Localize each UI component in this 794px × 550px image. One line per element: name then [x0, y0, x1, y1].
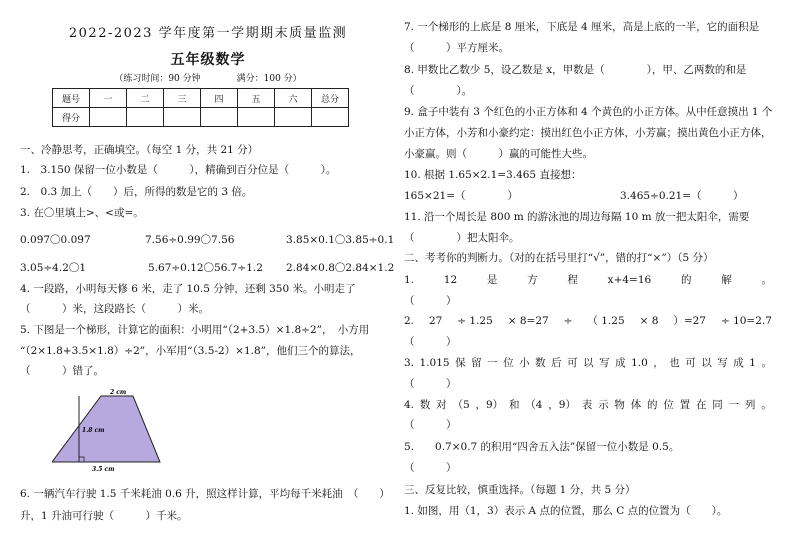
judge-3	[404, 357, 772, 370]
judge-4-answer: （ ）	[404, 419, 457, 431]
judge-token: 数	[419, 399, 431, 411]
question-10-item: 165×21=（ ）	[404, 190, 518, 202]
judge-token: × 8=27	[507, 315, 549, 327]
table-cell: 二	[127, 89, 164, 108]
score-table	[52, 88, 349, 127]
judge-token: 示	[598, 399, 609, 411]
judge-token: ，	[653, 357, 664, 369]
judge-token: 3.	[404, 357, 415, 369]
question-9-line-3: 小豪赢。则（ ）赢的可能性大些。	[404, 148, 593, 160]
judge-2-answer: （ ）	[404, 336, 457, 348]
table-cell: 四	[201, 89, 238, 108]
question-4-line-1: 4. 一段路，小明每天修 6 米，走了 10.5 分钟，还剩 350 米。小明走了	[20, 283, 356, 295]
top-base-label: 2 cm	[110, 389, 127, 396]
judge-token: 表	[581, 399, 593, 411]
judge-5-answer: （ ）	[404, 462, 457, 474]
judge-token: 2.	[404, 315, 415, 327]
score-cell[interactable]	[164, 108, 201, 127]
question-4-line-2: （ ）米，这段路长（ ）米。	[20, 303, 209, 315]
table-cell: 题号	[53, 89, 90, 108]
judge-token: 4.	[404, 399, 415, 411]
judge-token: 写	[717, 357, 728, 369]
judge-token: 以	[701, 357, 712, 369]
table-cell: 得分	[53, 108, 90, 127]
judge-token: 1.015	[419, 357, 450, 369]
question-6-line-1: 6. 一辆汽车行驶 1.5 千米耗油 0.6 升，照这样计算，平均每千米耗油 （ ）	[20, 488, 390, 500]
judge-token: 留	[471, 357, 482, 369]
judge-token: 和	[508, 399, 520, 411]
judge-token: ，9）	[548, 399, 576, 411]
question-10-item: 3.465÷0.21=（ ）	[620, 190, 744, 202]
judge-token: 同	[712, 399, 723, 411]
question-10: 10. 根据 1.65×2.1=3.465 直接想：	[404, 169, 582, 181]
judge-token: 。	[761, 274, 772, 286]
question-7-line-1: 7. 一个梯形的上底是 8 厘米，下底是 4 厘米，高是上底的一半，它的面积是	[404, 21, 760, 33]
judge-token: 列	[744, 399, 756, 411]
judge-token: 1.	[404, 274, 415, 286]
judge-token: ）=27	[673, 315, 706, 327]
table-cell: 六	[275, 89, 312, 108]
judge-token: ÷ 1.25	[457, 315, 493, 327]
judge-token: 27	[428, 315, 443, 327]
exam-title: 2022-2023 学年度第一学期期末质量监测	[68, 26, 348, 41]
compare-item: 2.84×0.8〇2.84×1.2	[286, 262, 395, 274]
table-cell: 总分	[312, 89, 349, 108]
judge-token: 体	[630, 399, 642, 411]
score-cell[interactable]	[127, 108, 164, 127]
judge-5: 5. 0.7×0.7 的积用“四舍五入法”保留一位小数是 0.5。	[404, 441, 680, 453]
judge-token: × 8	[639, 315, 659, 327]
judge-token: 程	[567, 274, 578, 286]
height-label: 1.8 cm	[82, 427, 105, 434]
judge-token: 后	[551, 357, 562, 369]
judge-token: 成	[615, 357, 626, 369]
judge-1	[404, 274, 772, 287]
judge-token: 保	[455, 357, 466, 369]
question-6-line-2: 升，1 升油可行驶（ ）千米。	[20, 510, 188, 522]
score-cell[interactable]	[275, 108, 312, 127]
question-8-line-2: （ ）。	[404, 85, 473, 97]
compare-item: 7.56÷0.99〇7.56	[145, 234, 235, 246]
trapezoid-shape	[52, 396, 160, 462]
judge-token: 可	[567, 357, 578, 369]
bottom-base-label: 3.5 cm	[92, 466, 115, 473]
judge-token: 小	[519, 357, 530, 369]
judge-2	[404, 315, 772, 328]
compare-item: 3.05÷4.2〇1	[20, 262, 87, 274]
section-2-heading: 二、考考你的判断力。（对的在括号里打“√”，错的打“×”）（5 分）	[404, 252, 714, 264]
table-cell: 一	[90, 89, 127, 108]
judge-token: ÷	[563, 315, 573, 327]
table-cell: 五	[238, 89, 275, 108]
judge-token: 的	[647, 399, 658, 411]
trapezoid-figure	[52, 388, 182, 478]
judge-token: 一	[487, 357, 498, 369]
question-5-line-2: “（2×1.8+3.5×1.8）÷2”，小军用“（3.5-2）×1.8”，他们三个的算法，	[20, 345, 361, 357]
compare-item: 0.09̇7̇〇0.09̇7̇	[20, 234, 91, 246]
judge-token: 。	[761, 357, 772, 369]
score-cell[interactable]	[238, 108, 275, 127]
score-cell[interactable]	[312, 108, 349, 127]
judge-token: 。	[761, 399, 772, 411]
judge-token: ÷ 10=2.7	[720, 315, 772, 327]
question-11-line-1: 11. 沿一个周长是 800 m 的游泳池的周边每隔 10 m 放一把太阳伞，需要	[404, 211, 750, 223]
judge-token: 的	[680, 274, 692, 286]
section-1-heading: 一、冷静思考，正确填空。（每空 1 分，共 21 分）	[20, 144, 259, 156]
score-table-score-row	[53, 108, 349, 127]
judge-4	[404, 399, 772, 412]
compare-item: 5.67÷0.12〇56.7÷1.2	[148, 262, 263, 274]
question-5-line-1: 5. 下图是一个梯形，计算它的面积：小明用“（2+3.5）×1.8÷2”， 小方用	[20, 324, 370, 336]
question-9-line-1: 9. 盒子中装有 3 个红色的小正方体和 4 个黄色的小正方体。从中任意摸出 1 个	[404, 106, 773, 118]
judge-token: 数	[535, 357, 546, 369]
judge-token: 1	[749, 357, 756, 369]
judge-token: 方	[527, 274, 538, 286]
judge-token: 也	[669, 357, 680, 369]
judge-token: 解	[721, 274, 732, 286]
judge-token: ，9）	[475, 399, 504, 411]
question-9-line-2: 小正方体，小芳和小豪约定：摸出红色小正方体，小芳赢；摸出黄色小正方体，	[404, 127, 772, 139]
judge-token: 以	[583, 357, 594, 369]
judge-token: 在	[695, 399, 707, 411]
judge-token: （5	[452, 399, 470, 411]
judge-3-answer: （ ）	[404, 378, 457, 390]
table-cell: 三	[164, 89, 201, 108]
exam-info: （练习时间：90 分钟 满分：100 分）	[114, 74, 302, 84]
judge-token: 成	[733, 357, 744, 369]
judge-token: x+4=16	[607, 274, 652, 286]
score-cell[interactable]	[90, 108, 127, 127]
question-7-line-2: （ ）平方厘米。	[404, 42, 509, 54]
judge-token: 位	[663, 399, 674, 411]
judge-token: 写	[599, 357, 610, 369]
judge-token: 置	[679, 399, 691, 411]
judge-token: 是	[486, 274, 498, 286]
choice-question-1: 1. 如图，用（1，3）表示 A 点的位置，那么 C 点的位置为（ ）。	[404, 505, 728, 517]
question-11-line-2: （ ）把太阳伞。	[404, 232, 520, 244]
judge-1-answer: （ ）	[404, 295, 457, 307]
judge-token: 12	[443, 274, 458, 286]
question-5-line-3: （ ）错了。	[20, 365, 104, 377]
score-table-header-row	[53, 89, 349, 108]
score-cell[interactable]	[201, 108, 238, 127]
judge-token: 可	[685, 357, 696, 369]
judge-token: 对	[436, 399, 447, 411]
compare-item: 3.85×0.1〇3.85÷0.1	[286, 234, 395, 246]
question-3: 3. 在〇里填上>、<或=。	[20, 207, 144, 219]
question-2: 2. 0.3 加上（ ）后，所得的数是它的 3 倍。	[20, 186, 253, 198]
judge-token: （ 1.25	[587, 315, 625, 327]
judge-token: （4	[525, 399, 543, 411]
subject-title: 五年级数学	[170, 52, 246, 68]
judge-token: 1.0	[631, 357, 648, 369]
judge-token: 物	[614, 399, 625, 411]
section-3-heading: 三、反复比较，慎重选择。（每题 1 分，共 5 分）	[404, 484, 636, 496]
question-8-line-1: 8. 甲数比乙数少 5，设乙数是 x，甲数是（ ），甲、乙两数的和是	[404, 64, 747, 76]
judge-token: 位	[503, 357, 514, 369]
question-1: 1. 3.150 保留一位小数是（ ），精确到百分位是（ ）。	[20, 164, 337, 176]
judge-token: 一	[728, 399, 740, 411]
